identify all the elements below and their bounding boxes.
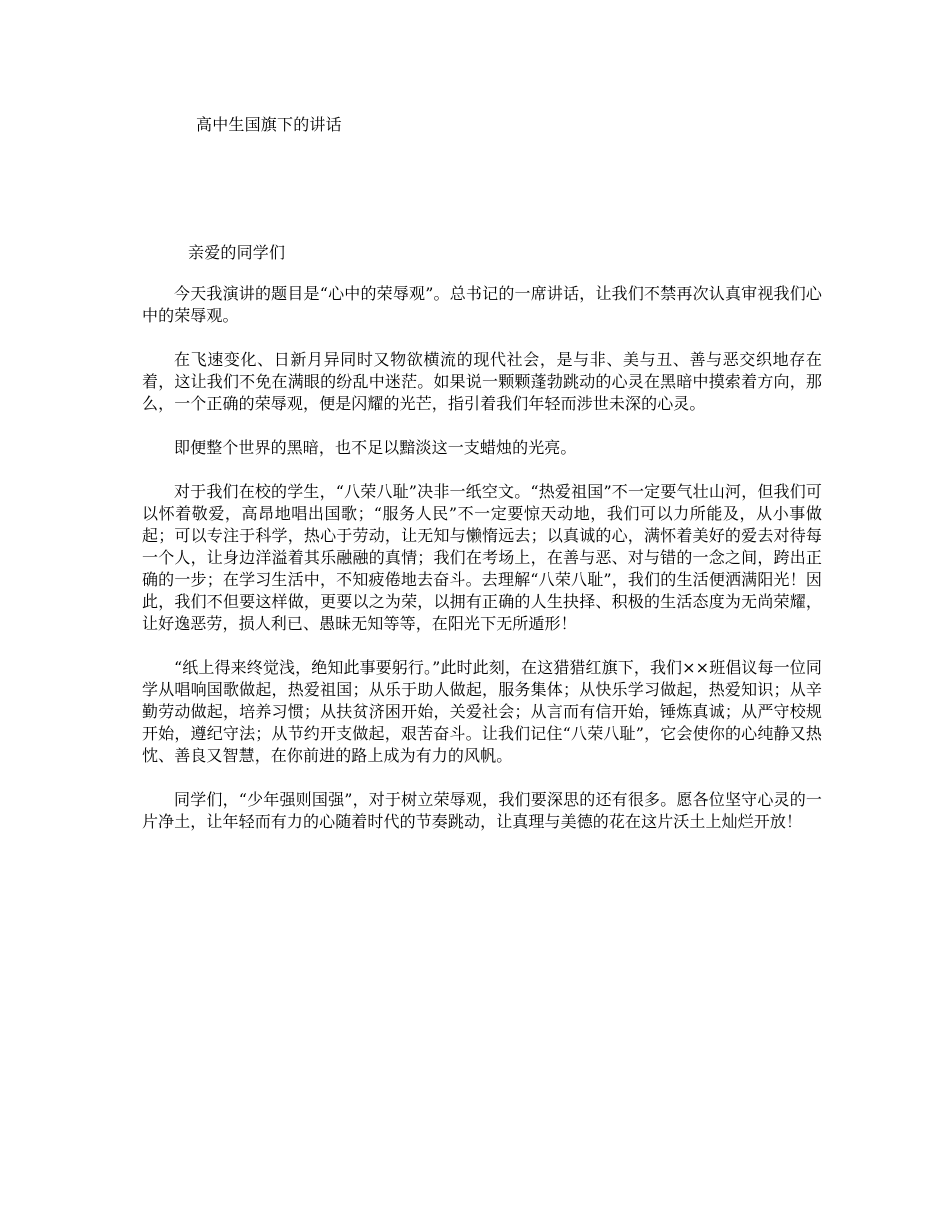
salutation: 亲爱的同学们 [188, 243, 286, 262]
paragraph-4: 对于我们在校的学生，“八荣八耻”决非一纸空文。“热爱祖国”不一定要气壮山河，但我们可以怀着敬爱，高昂地唱出国歌；“服务人民”不一定要惊天动地，我们可以力所能及，从小事做起；可以专注于科学，热心于劳动，让无知与懒惰远去；以真诚的心，满怀着美好的爱去对待每一个人，让身边洋溢着其乐融融的真情；我们在考场上，在善与恶、对与错的一念之间，跨出正确的一步；在学习生活中，不知疲倦地去奋斗。去理解“八荣八耻”，我们的生活便洒满阳光！因此，我们不但要这样做，更要以之为荣，以拥有正确的人生抉择、积极的生活态度为无尚荣耀，让好逸恶劳，损人利已、愚昧无知等等，在阳光下无所遁形！ [142, 482, 822, 633]
document-title: 高中生国旗下的讲话 [196, 115, 342, 134]
paragraph-5: “纸上得来终觉浅，绝知此事要躬行。”此时此刻，在这猎猎红旗下，我们××班倡议每一位同学从唱响国歌做起，热爱祖国；从乐于助人做起，服务集体；从快乐学习做起，热爱知识；从辛勤劳动做起，培养习惯；从扶贫济困开始，关爱社会；从言而有信开始，锤炼真诚；从严守校规开始，遵纪守法；从节约开支做起，艰苦奋斗。让我们记住“八荣八耻”，它会使你的心纯静又热忱、善良又智慧，在你前进的路上成为有力的风帆。 [142, 658, 822, 765]
paragraph-2: 在飞速变化、日新月异同时又物欲横流的现代社会，是与非、美与丑、善与恶交织地存在着，这让我们不免在满眼的纷乱中迷茫。如果说一颗颗蓬勃跳动的心灵在黑暗中摸索着方向，那么，一个正确的荣辱观，便是闪耀的光芒，指引着我们年轻而涉世未深的心灵。 [142, 350, 822, 413]
document-body [142, 283, 822, 855]
paragraph-6: 同学们，“少年强则国强”，对于树立荣辱观，我们要深思的还有很多。愿各位坚守心灵的一片净土，让年轻而有力的心随着时代的节奏跳动，让真理与美德的花在这片沃土上灿烂开放！ [142, 790, 822, 831]
paragraph-3: 即便整个世界的黑暗，也不足以黯淡这一支蜡烛的光亮。 [174, 438, 577, 457]
paragraph-1: 今天我演讲的题目是“心中的荣辱观”。总书记的一席讲话，让我们不禁再次认真审视我们心中的荣辱观。 [142, 284, 822, 325]
